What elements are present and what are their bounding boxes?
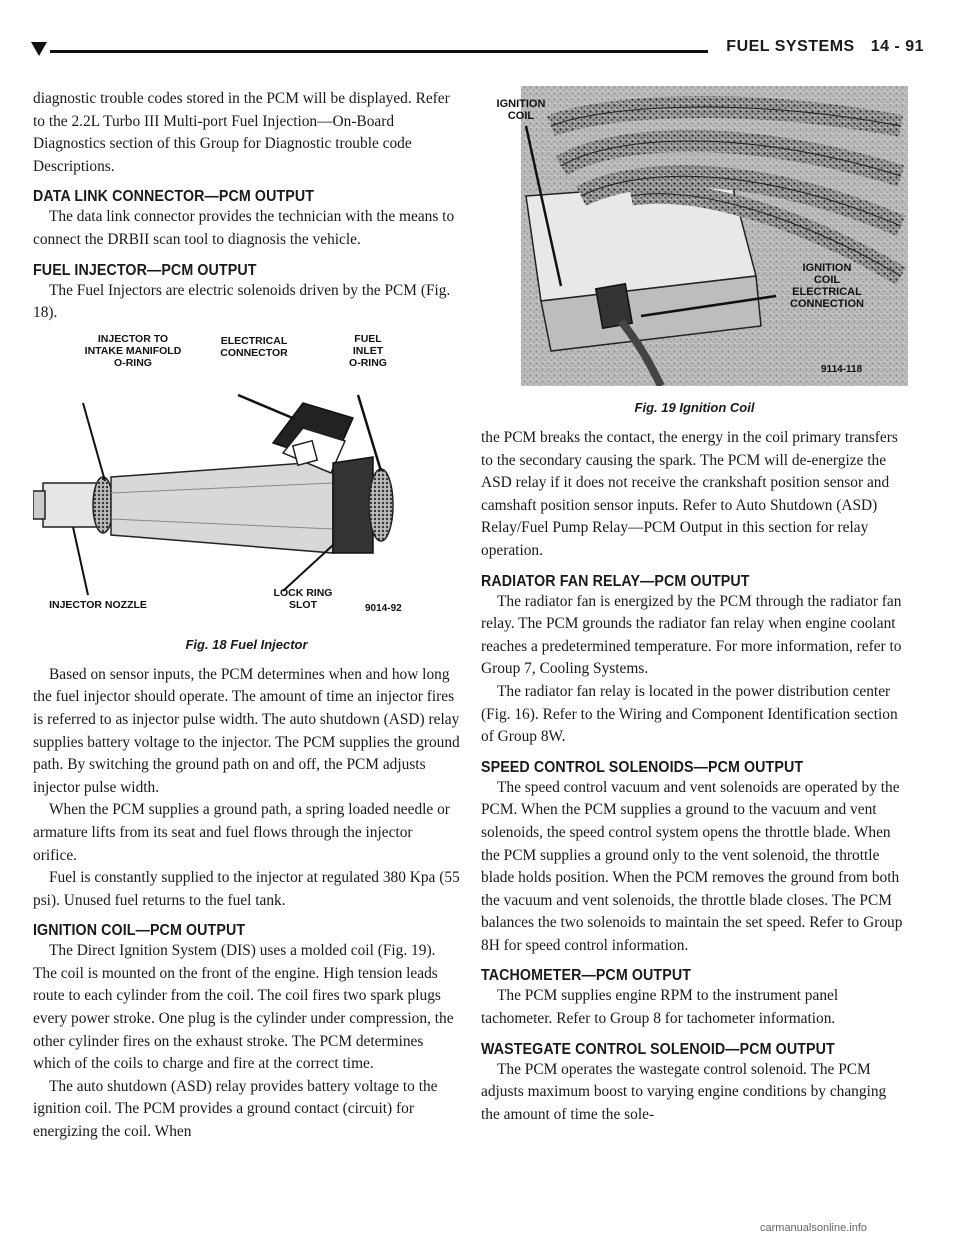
label-fuel-inlet-oring: FUEL INLET O-RING <box>349 332 387 369</box>
wg-paragraph-1: The PCM operates the wastegate control solenoid. The PCM adjusts maximum boost to varying engine conditions by changing the amount of time the sole- <box>481 1060 887 1123</box>
figure-19-caption: Fig. 19 Ignition Coil <box>634 400 755 415</box>
ta-paragraph-1: The PCM supplies engine RPM to the instrument panel tachometer. Refer to Group 8 for tachometer information. <box>481 987 839 1028</box>
fi-heading: FUEL INJECTOR—PCM OUTPUT <box>33 261 257 279</box>
rf-paragraph-2: The radiator fan relay is located in the power distribution center (Fig. 16). Refer to the Wiring and Component Identification section of Group 8W. <box>481 682 898 746</box>
label-injector-nozzle: INJECTOR NOZZLE <box>49 598 147 611</box>
fi-paragraph-2: Based on sensor inputs, the PCM determines when and how long the fuel injector should operate. The amount of time an injector fires is referred to as injector pulse width. The auto shutdown (ASD) relay supplies battery voltage to the injector. The PCM supplies the ground path. By switching the ground path on and off, the PCM adjusts injector pulse width. <box>33 665 460 796</box>
fuel-injector-illustration <box>33 333 460 633</box>
wg-heading: WASTEGATE CONTROL SOLENOID—PCM OUTPUT <box>481 1040 835 1058</box>
ic-heading: IGNITION COIL—PCM OUTPUT <box>33 922 246 940</box>
header-rule <box>50 50 708 53</box>
rf-paragraph-1: The radiator fan is energized by the PCM through the radiator fan relay. The PCM grounds the radiator fan relay when engine coolant reaches a predetermined temperature. For more information, refer to Group 7, Cooling Systems. <box>481 592 902 678</box>
sc-paragraph-1: The speed control vacuum and vent solenoids are operated by the PCM. When the PCM supplies a ground to the vacuum and vent solenoids, the speed control system opens the throttle blade. When the PCM supplies a ground only to the vent solenoid, the throttle blade holds position. When the PCM removes the ground from both the vacuum and vent solenoids, the throttle blade closes. The PCM balances the two solenoids to maintain the set speed. Refer to Group 8H for speed control information. <box>481 778 903 954</box>
intro-paragraph: diagnostic trouble codes stored in the PCM will be displayed. Refer to the 2.2L Turbo III Multi-port Fuel Injection—On-Board Diagnostics section of this Group for Diagnostic trouble code Descriptions. <box>33 90 450 175</box>
ignition-coil-illustration <box>481 86 908 386</box>
page-number: 14 - 91 <box>870 38 924 55</box>
ic-paragraph-1: The Direct Ignition System (DIS) uses a molded coil (Fig. 19). The coil is mounted on the front of the engine. High tension leads route to each cylinder from the coil. The coil fires two spark plugs every power stroke. One plug is the cylinder under compression, the other cylinder fires on the exhaust stroke. The PCM determines which of the coils to charge and fire at the correct time. <box>33 942 454 1073</box>
label-ignition-coil: IGNITION COIL <box>496 98 546 122</box>
ic-paragraph-2: The auto shutdown (ASD) relay provides battery voltage to the ignition coil. The PCM provides a ground contact (circuit) for energizing the coil. When <box>33 1077 438 1141</box>
figure-18 <box>33 333 460 633</box>
label-injector-oring: INJECTOR TO INTAKE MANIFOLD O-RING <box>84 332 182 369</box>
right-column <box>481 86 908 1126</box>
watermark: carmanualsonline.info <box>760 1222 868 1234</box>
dlc-heading: DATA LINK CONNECTOR—PCM OUTPUT <box>33 188 315 206</box>
section-title: FUEL SYSTEMS <box>726 38 855 55</box>
dlc-paragraph: The data link connector provides the technician with the means to connect the DRBII scan tool to diagnosis the vehicle. <box>33 208 455 248</box>
ta-heading: TACHOMETER—PCM OUTPUT <box>481 967 692 985</box>
figure-18-caption: Fig. 18 Fuel Injector <box>185 636 308 652</box>
fi-paragraph-1: The Fuel Injectors are electric solenoids driven by the PCM (Fig. 18). <box>33 281 451 322</box>
header-triangle-icon <box>31 42 47 56</box>
label-lock-ring-slot: LOCK RING SLOT <box>273 586 333 611</box>
label-electrical-connector: ELECTRICAL CONNECTOR <box>220 334 288 359</box>
fi-paragraph-3: When the PCM supplies a ground path, a spring loaded needle or armature lifts from its seat and fuel flows through the injector orifice. <box>33 801 450 864</box>
figure-19 <box>481 86 908 386</box>
rf-heading: RADIATOR FAN RELAY—PCM OUTPUT <box>481 572 750 590</box>
figure-19-number: 9114-118 <box>821 364 863 375</box>
fi-paragraph-4: Fuel is constantly supplied to the injector at regulated 380 Kpa (55 psi). Unused fuel returns to the fuel tank. <box>33 869 460 909</box>
page-header <box>726 38 924 56</box>
sc-heading: SPEED CONTROL SOLENOIDS—PCM OUTPUT <box>481 758 804 776</box>
label-coil-electrical-connection: IGNITION COIL ELECTRICAL CONNECTION <box>790 262 864 310</box>
left-column <box>33 88 460 1144</box>
ic-paragraph-3: the PCM breaks the contact, the energy in the coil primary transfers to the secondary causing the spark. The PCM will de-energize the ASD relay if it does not receive the crankshaft position sensor and camshaft position sensor inputs. Refer to Auto Shutdown (ASD) Relay/Fuel Pump Relay—PCM Output in this section for relay operation. <box>481 429 898 559</box>
figure-18-number: 9014-92 <box>365 602 402 614</box>
